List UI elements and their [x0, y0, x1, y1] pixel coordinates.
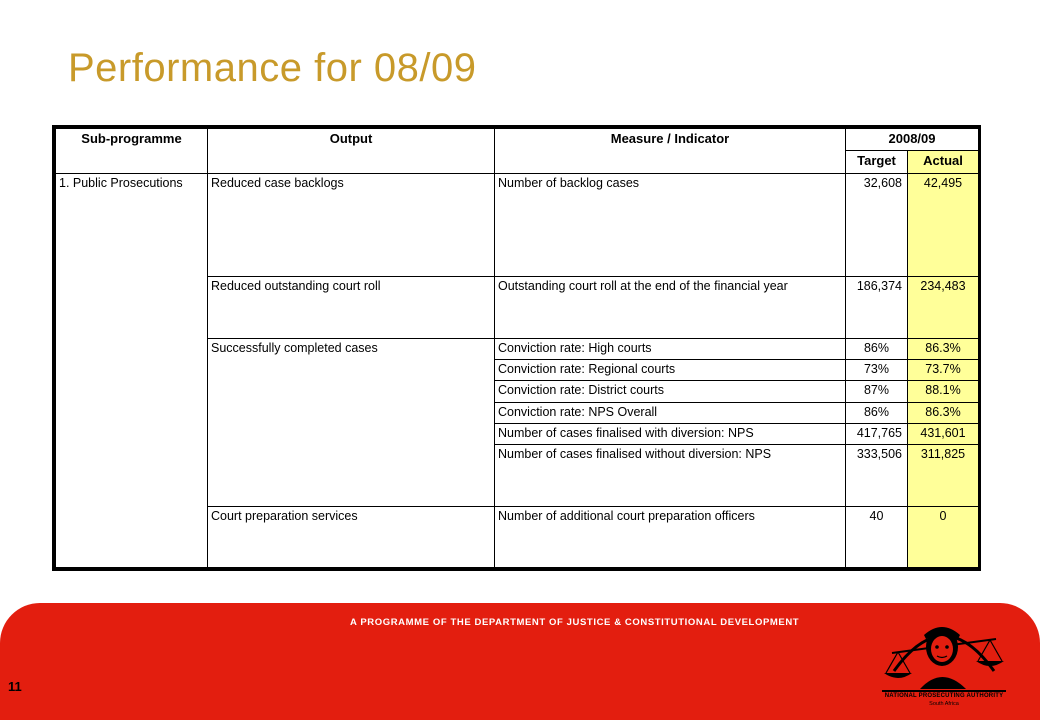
header-output: Output [208, 129, 495, 174]
header-actual: Actual [908, 151, 979, 173]
output-cell: Court preparation services [208, 507, 495, 568]
header-period: 2008/09 [846, 129, 979, 151]
actual-cell: 431,601 [908, 423, 979, 444]
actual-cell: 311,825 [908, 445, 979, 507]
logo-country: South Africa [929, 701, 959, 707]
performance-table [55, 128, 979, 568]
actual-cell: 0 [908, 507, 979, 568]
target-cell: 40 [846, 507, 908, 568]
header-sub-programme: Sub-programme [56, 129, 208, 174]
measure-cell: Conviction rate: High courts [495, 338, 846, 359]
slide-title: Performance for 08/09 [68, 46, 477, 90]
actual-cell: 86.3% [908, 402, 979, 423]
target-cell: 333,506 [846, 445, 908, 507]
target-cell: 86% [846, 338, 908, 359]
measure-cell: Number of backlog cases [495, 173, 846, 276]
target-cell: 73% [846, 360, 908, 381]
actual-cell: 73.7% [908, 360, 979, 381]
target-cell: 417,765 [846, 423, 908, 444]
output-cell: Reduced case backlogs [208, 173, 495, 276]
actual-cell: 42,495 [908, 173, 979, 276]
target-cell: 87% [846, 381, 908, 402]
footer-programme-text: A PROGRAMME OF THE DEPARTMENT OF JUSTICE & CONSTITUTIONAL DEVELOPMENT [350, 617, 800, 628]
output-cell: Successfully completed cases [208, 338, 495, 506]
header-target: Target [846, 151, 908, 173]
performance-table-container [52, 125, 981, 571]
actual-cell: 88.1% [908, 381, 979, 402]
measure-cell: Number of cases finalised with diversion: NPS [495, 423, 846, 444]
logo-name: NATIONAL PROSECUTING AUTHORITY [884, 693, 1004, 699]
page-number: 11 [8, 679, 22, 694]
actual-cell: 234,483 [908, 277, 979, 339]
npa-logo [874, 609, 1014, 717]
scales-of-justice-icon [874, 609, 1014, 693]
target-cell: 186,374 [846, 277, 908, 339]
target-cell: 86% [846, 402, 908, 423]
sub-programme-cell: 1. Public Prosecutions [56, 173, 208, 567]
measure-cell: Outstanding court roll at the end of the financial year [495, 277, 846, 339]
output-cell: Reduced outstanding court roll [208, 277, 495, 339]
measure-cell: Conviction rate: District courts [495, 381, 846, 402]
actual-cell: 86.3% [908, 338, 979, 359]
header-measure: Measure / Indicator [495, 129, 846, 174]
measure-cell: Conviction rate: NPS Overall [495, 402, 846, 423]
measure-cell: Number of cases finalised without diversion: NPS [495, 445, 846, 507]
table-row [56, 173, 979, 276]
measure-cell: Conviction rate: Regional courts [495, 360, 846, 381]
target-cell: 32,608 [846, 173, 908, 276]
measure-cell: Number of additional court preparation officers [495, 507, 846, 568]
footer-banner [0, 603, 1040, 720]
